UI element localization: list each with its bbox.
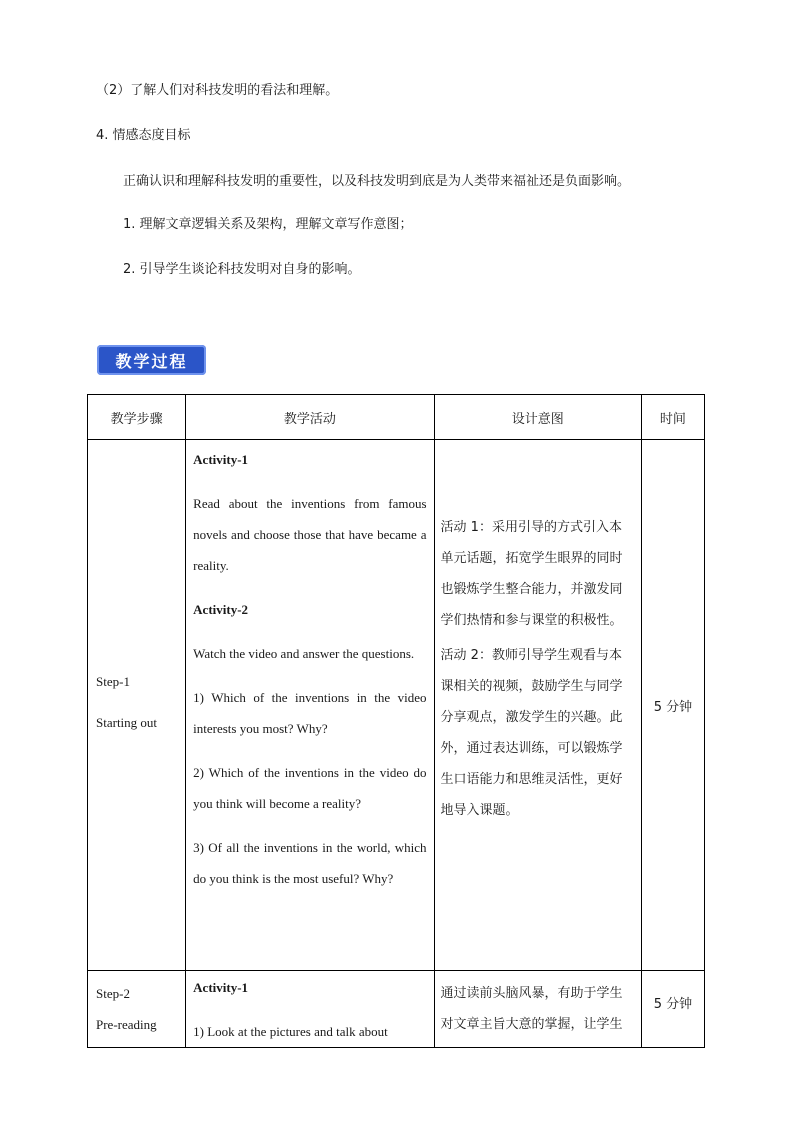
table-row-step-1 [88,440,705,971]
intent-paragraph: 通过读前头脑风暴，有助于学生对文章主旨大意的掌握，让学生 [440,986,623,1032]
attitude-item-1: 1. 理解文章逻辑关系及架构，理解文章写作意图； [123,217,413,232]
activity-cell [186,971,434,1048]
header-activities: 教学活动 [186,395,434,440]
header-time: 时间 [641,395,704,440]
activity-title: Activity-2 [193,602,249,617]
step-name: Starting out [96,714,158,730]
table-header-row [88,395,705,440]
duration: 5 分钟 [653,997,693,1012]
activity-text: Read about the inventions from famous novels and choose those that have became a reality. [193,496,427,573]
attitude-item-2: 2. 引导学生谈论科技发明对自身的影响。 [123,262,361,277]
section-heading-attitude: 4. 情感态度目标 [96,128,191,143]
design-intent-cell [434,440,641,971]
attitude-paragraph: 正确认识和理解科技发明的重要性，以及科技发明到底是为人类带来福祉还是负面影响。 [123,174,631,189]
activity-text: 1) Look at the pictures and talk about [193,1024,388,1039]
teaching-process-table [87,394,705,1048]
time-cell [641,971,704,1048]
table-row-step-2 [88,971,705,1048]
activity-text: Watch the video and answer the questions. [193,646,415,661]
duration: 5 分钟 [653,699,693,715]
question-1: 1) Which of the inventions in the video interests you most? Why? [193,690,427,736]
intent-paragraph-1: 活动 1：采用引导的方式引入本单元话题，拓宽学生眼界的同时也锻炼学生整合能力，并激发同学们热情和参与课堂的积极性。 [440,520,623,628]
step-name: Pre-reading [96,1017,157,1032]
design-intent-cell [434,971,641,1048]
header-steps: 教学步骤 [88,395,186,440]
step-number: Step-1 [96,673,130,689]
step-number: Step-2 [96,986,130,1001]
activity-title: Activity-1 [193,980,249,995]
intent-paragraph-2: 活动 2：教师引导学生观看与本课相关的视频，鼓励学生与同学分享观点，激发学生的兴趣。此外，通过表达训练，可以锻炼学生口语能力和思维灵活性，更好地导入课题。 [440,648,623,818]
objective-line-2: （2）了解人们对科技发明的看法和理解。 [96,83,339,98]
question-3: 3) Of all the inventions in the world, which do you think is the most useful? Why? [193,840,427,886]
activity-cell [186,440,434,971]
question-2: 2) Which of the inventions in the video do you think will become a reality? [193,765,427,811]
activity-title: Activity-1 [193,452,249,467]
section-badge-teaching-process: 教学过程 [97,345,206,375]
header-design-intent: 设计意图 [434,395,641,440]
step-cell [88,440,186,971]
step-cell [88,971,186,1048]
time-cell [641,440,704,971]
